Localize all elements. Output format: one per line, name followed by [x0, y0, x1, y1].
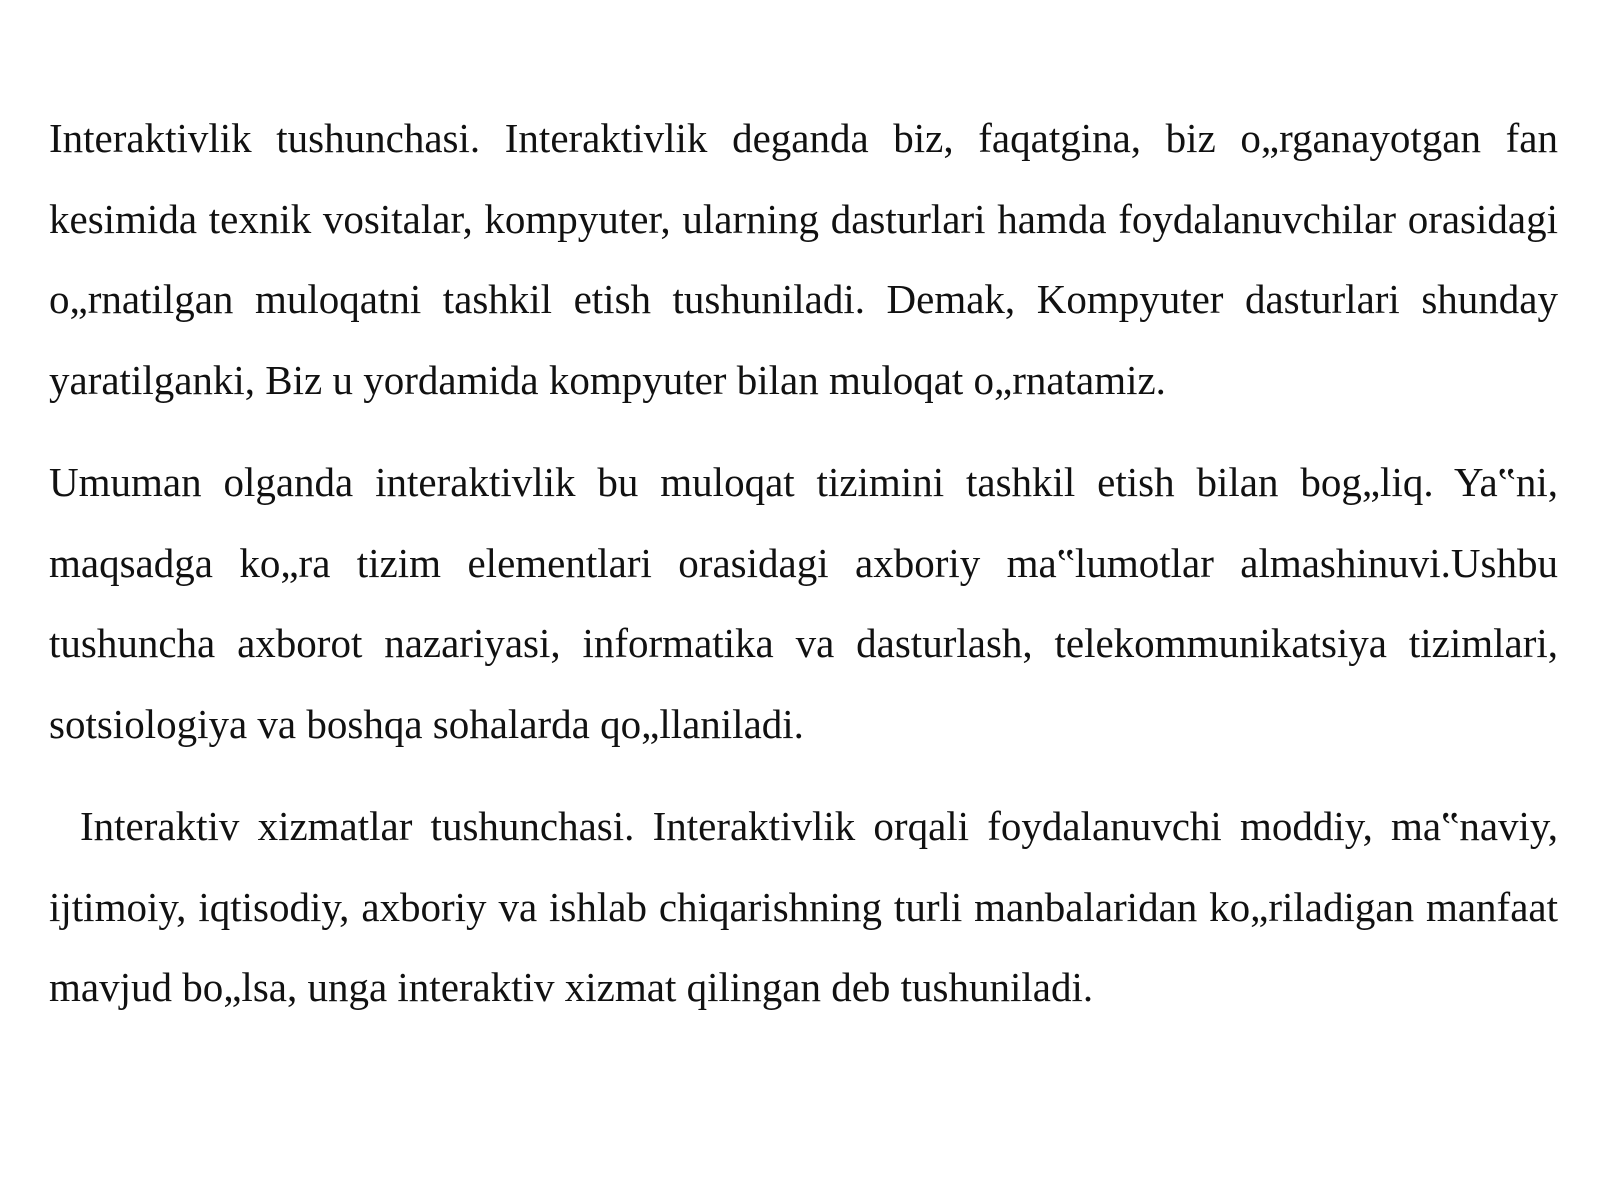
- paragraph-interactivity-concept: Interaktivlik tushunchasi. Interaktivlik deganda biz, faqatgina, biz o„rganayotgan fan kesimida texnik vositalar, kompyuter, ularning dasturlari hamda foydalanuvchilar orasidagi o„rnatilgan muloqatni tashkil etish tushuniladi. Demak, Kompyuter dasturlari shunday yaratilganki, Biz u yordamida kompyuter bilan muloqat o„rnatamiz.: [49, 115, 1558, 403]
- paragraph-communication-system: Umuman olganda interaktivlik bu muloqat tizimini tashkil etish bilan bog„liq. Ya‟ni, maqsadga ko„ra tizim elementlari orasidagi axboriy ma‟lumotlar almashinuvi.Ushbu tushuncha axborot nazariyasi, informatika va dasturlash, telekommunikatsiya tizimlari, sotsiologiya va boshqa sohalarda qo„llaniladi.: [49, 459, 1558, 747]
- paragraph-interactive-services: Interaktiv xizmatlar tushunchasi. Interaktivlik orqali foydalanuvchi moddiy, ma‟naviy, ijtimoiy, iqtisodiy, axboriy va ishlab chiqarishning turli manbalaridan ko„riladigan manfaat mavjud bo„lsa, unga interaktiv xizmat qilingan deb tushuniladi.: [49, 803, 1558, 1010]
